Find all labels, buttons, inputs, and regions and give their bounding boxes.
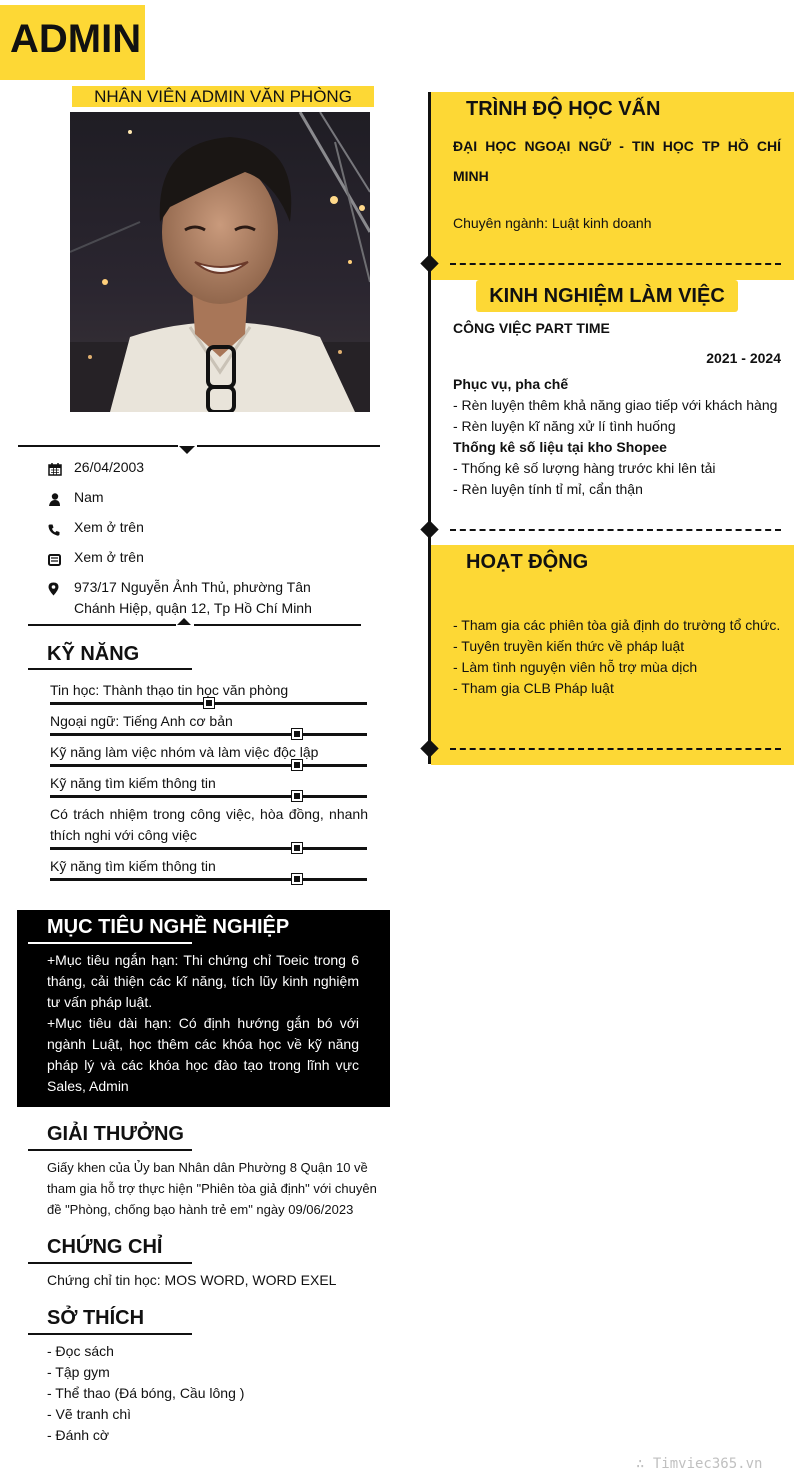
hobby-item: - Vẽ tranh chì	[47, 1406, 132, 1422]
skill-label: Tin học: Thành thạo tin học văn phòng	[50, 682, 289, 698]
certificates-text: Chứng chỉ tin học: MOS WORD, WORD EXEL	[47, 1272, 337, 1288]
divider-line	[18, 445, 178, 447]
section-underline	[28, 1262, 192, 1264]
email-icon	[46, 547, 74, 572]
section-underline	[28, 668, 192, 670]
skill-label: Kỹ năng tìm kiếm thông tin	[50, 858, 216, 874]
timeline-diamond	[420, 520, 438, 538]
experience-title: KINH NGHIỆM LÀM VIỆC	[489, 285, 725, 307]
calendar-icon	[46, 457, 74, 482]
short-term-goal: +Mục tiêu ngắn hạn: Thi chứng chỉ Toeic trong 6 tháng, cải thiện các kĩ năng, tích lũy kinh nghiệm tư vấn pháp luật.	[47, 952, 359, 1010]
skill-level-handle	[292, 874, 302, 884]
watermark: ∴ Timviec365.vn	[636, 1456, 763, 1472]
experience-item: - Rèn luyện thêm khả năng giao tiếp với khách hàng	[453, 397, 778, 413]
experience-role: Phục vụ, pha chế	[453, 376, 569, 392]
divider-line	[28, 624, 176, 626]
profile-photo-image	[70, 112, 370, 412]
divider-arrow	[179, 446, 195, 454]
user-icon	[46, 487, 74, 512]
info-phone	[46, 517, 346, 542]
awards-text: Giấy khen của Ủy ban Nhân dân Phường 8 Quận 10 về tham gia hỗ trợ thực hiện "Phiên tòa giả định" với chuyên đề "Phòng, chống bạo hành trẻ em" ngày 09/06/2023	[47, 1160, 377, 1217]
divider-line	[194, 624, 361, 626]
major: Chuyên ngành: Luật kinh doanh	[453, 215, 652, 231]
hobbies-title: SỞ THÍCH	[47, 1307, 145, 1329]
info-text: 973/17 Nguyễn Ảnh Thủ, phường Tân Chánh Hiệp, quận 12, Tp Hồ Chí Minh	[74, 579, 312, 616]
hobby-item: - Đọc sách	[47, 1343, 114, 1359]
skill-level-handle	[292, 729, 302, 739]
activity-item: - Tuyên truyền kiến thức về pháp luật	[453, 638, 685, 654]
dashed-divider	[450, 748, 781, 750]
skill-level-handle	[204, 698, 214, 708]
skill-bar	[50, 847, 367, 850]
skill-label: Kỹ năng tìm kiếm thông tin	[50, 775, 216, 791]
certificates-title: CHỨNG CHỈ	[47, 1236, 163, 1258]
skill-label: Có trách nhiệm trong công việc, hòa đồng, nhanh thích nghi với công việc	[50, 806, 368, 843]
school-name: ĐẠI HỌC NGOẠI NGỮ - TIN HỌC TP HỒ CHÍ MINH	[453, 138, 781, 184]
skill-level-handle	[292, 760, 302, 770]
info-gender	[46, 487, 346, 512]
skill-bar	[50, 764, 367, 767]
divider-arrow	[177, 618, 191, 625]
experience-company: CÔNG VIỆC PART TIME	[453, 320, 610, 336]
awards-title: GIẢI THƯỞNG	[47, 1123, 184, 1145]
education-title: TRÌNH ĐỘ HỌC VẤN	[466, 98, 661, 120]
activity-item: - Tham gia CLB Pháp luật	[453, 680, 614, 696]
long-term-goal: +Mục tiêu dài hạn: Có định hướng gắn bó với ngành Luật, học thêm các khóa học về kỹ năng pháp lý và các khóa học đào tạo trong lĩnh vực Sales, Admin	[47, 1015, 359, 1094]
experience-item: - Thống kê số lượng hàng trước khi lên tải	[453, 460, 716, 476]
info-text: 26/04/2003	[74, 459, 145, 475]
divider-line	[197, 445, 380, 447]
section-underline	[28, 942, 192, 944]
info-address	[46, 577, 346, 619]
hobby-item: - Tập gym	[47, 1364, 110, 1380]
skill-level-handle	[292, 843, 302, 853]
info-text: Xem ở trên	[74, 519, 144, 535]
profile-photo	[70, 112, 370, 412]
skill-bar	[50, 795, 367, 798]
section-underline	[28, 1333, 192, 1335]
skill-bar	[50, 733, 367, 736]
dashed-divider	[450, 529, 781, 531]
skill-label: Kỹ năng làm việc nhóm và làm việc độc lập	[50, 744, 319, 760]
activities-title: HOẠT ĐỘNG	[466, 551, 589, 573]
skill-label: Ngoại ngữ: Tiếng Anh cơ bản	[50, 713, 233, 729]
dashed-divider	[450, 263, 781, 265]
skill-level-handle	[292, 791, 302, 801]
career-goals-title: MỤC TIÊU NGHỀ NGHIỆP	[47, 916, 290, 938]
experience-role: Thống kê số liệu tại kho Shopee	[453, 439, 667, 455]
activity-item: - Tham gia các phiên tòa giả định do trường tổ chức.	[453, 617, 781, 633]
timeline-line	[428, 92, 431, 764]
experience-item: - Rèn luyện tính tỉ mỉ, cẩn thận	[453, 481, 643, 497]
experience-period: 2021 - 2024	[706, 350, 781, 366]
info-email	[46, 547, 346, 572]
hobby-item: - Thể thao (Đá bóng, Cầu lông )	[47, 1385, 245, 1401]
experience-item: - Rèn luyện kĩ năng xử lí tình huống	[453, 418, 676, 434]
skills-title: KỸ NĂNG	[47, 643, 140, 665]
info-birthdate	[46, 457, 346, 482]
activity-item: - Làm tình nguyện viên hỗ trợ mùa dịch	[453, 659, 698, 675]
section-underline	[28, 1149, 192, 1151]
location-icon	[46, 577, 74, 619]
skill-bar	[50, 878, 367, 881]
info-text: Nam	[74, 489, 104, 505]
phone-icon	[46, 517, 74, 542]
position-title: NHÂN VIÊN ADMIN VĂN PHÒNG	[94, 87, 352, 106]
hobby-item: - Đánh cờ	[47, 1427, 110, 1443]
info-text: Xem ở trên	[74, 549, 144, 565]
candidate-name: ADMIN	[10, 17, 142, 61]
